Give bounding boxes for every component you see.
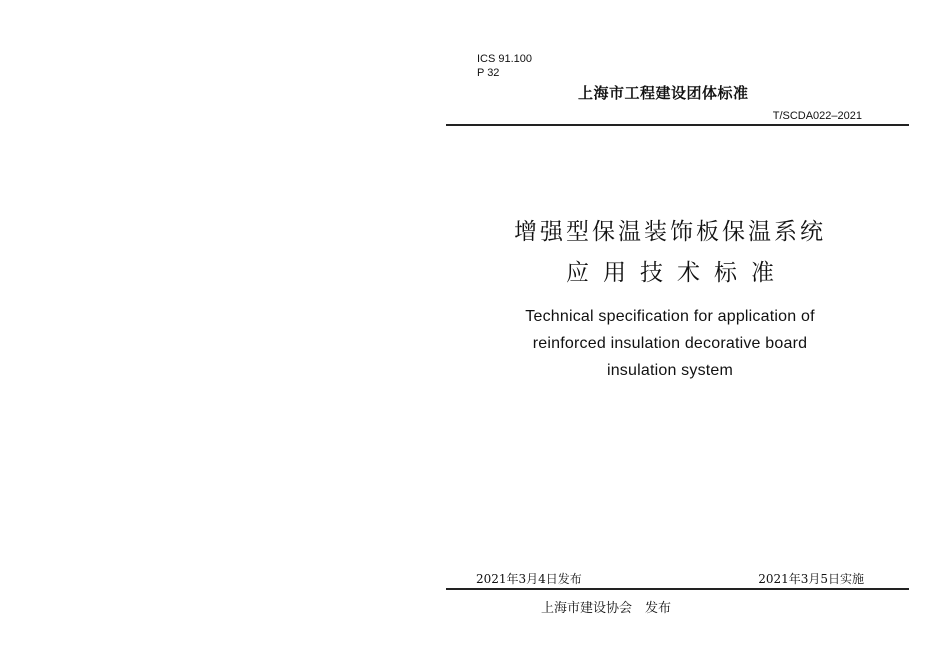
standard-number: T/SCDA022–2021	[772, 110, 862, 122]
top-divider	[446, 124, 909, 126]
issue-date: 2021年3月4日发布	[476, 572, 582, 586]
bottom-divider	[446, 588, 909, 590]
ccs-code: P 32	[477, 67, 500, 79]
title-chinese-line-1: 增强型保温装饰板保温系统	[514, 219, 826, 245]
publisher-line: 上海市建设协会 发布	[540, 601, 671, 616]
issuer-title: 上海市工程建设团体标准	[578, 85, 749, 102]
title-english-line-3: insulation system	[606, 362, 734, 379]
title-english-line-1: Technical specification for application of	[525, 308, 815, 325]
ics-code: ICS 91.100	[477, 53, 533, 65]
title-english-line-2: reinforced insulation decorative board	[532, 335, 808, 352]
implementation-date: 2021年3月5日实施	[758, 572, 864, 586]
title-chinese-line-2: 应用技术标准	[566, 260, 788, 286]
